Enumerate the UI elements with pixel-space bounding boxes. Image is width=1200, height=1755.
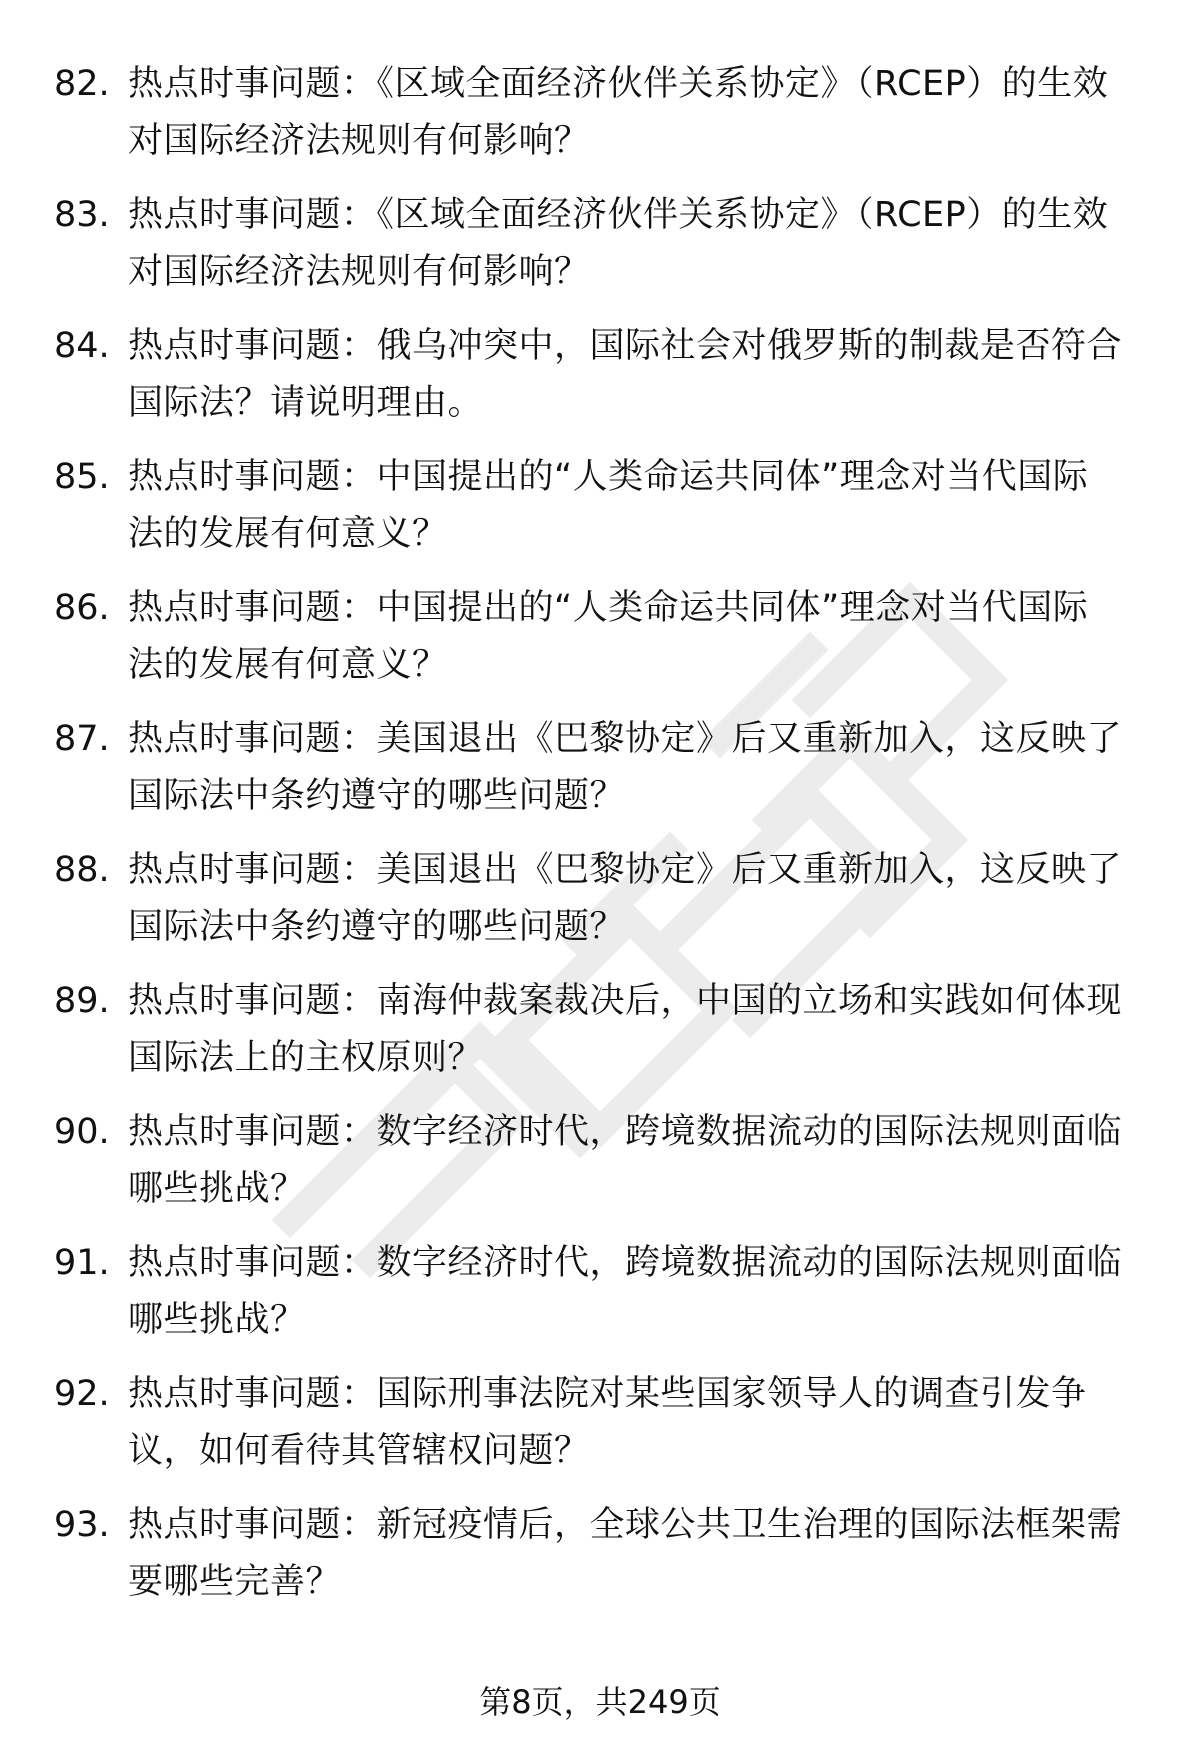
question-line: 热点时事问题：新冠疫情后，全球公共卫生治理的国际法框架需 [128,1505,1123,1545]
question-line: 热点时事问题：国际刑事法院对某些国家领导人的调查引发争 [128,1374,1087,1414]
question-line: 议，如何看待其管辖权问题？ [128,1431,590,1471]
question-line: 热点时事问题：中国提出的“人类命运共同体”理念对当代国际 [128,457,1089,497]
question-number: 82. [54,64,110,104]
question-line: 热点时事问题：南海仲裁案裁决后，中国的立场和实践如何体现 [128,981,1123,1021]
question-line: 热点时事问题：美国退出《巴黎协定》后又重新加入，这反映了 [128,850,1123,890]
question-line: 国际法上的主权原则？ [128,1038,484,1078]
question-text [128,711,1158,825]
question-line: 热点时事问题：《区域全面经济伙伴关系协定》（RCEP）的生效 [128,195,1109,235]
question-text [128,187,1158,301]
question-line: 热点时事问题：《区域全面经济伙伴关系协定》（RCEP）的生效 [128,64,1109,104]
question-list [0,56,1200,1628]
question-text [128,1366,1158,1480]
question-line: 法的发展有何意义？ [128,514,448,554]
question-item [0,711,1200,842]
question-item [0,842,1200,973]
question-item [0,56,1200,187]
question-number: 88. [54,850,110,890]
question-text [128,449,1158,563]
question-number: 87. [54,719,110,759]
question-line: 对国际经济法规则有何影响？ [128,252,590,292]
question-line: 国际法中条约遵守的哪些问题？ [128,907,626,947]
question-line: 要哪些完善？ [128,1562,342,1602]
page-footer [0,1680,1200,1724]
question-text [128,1497,1158,1611]
question-number: 86. [54,588,110,628]
question-item [0,1235,1200,1366]
question-text [128,1235,1158,1349]
question-line: 热点时事问题：美国退出《巴黎协定》后又重新加入，这反映了 [128,719,1123,759]
question-number: 90. [54,1112,110,1152]
question-text [128,318,1158,432]
question-item [0,973,1200,1104]
question-item [0,1366,1200,1497]
question-number: 93. [54,1505,110,1545]
question-line: 哪些挑战？ [128,1169,306,1209]
question-line: 国际法？请说明理由。 [128,383,484,423]
question-text [128,842,1158,956]
question-line: 热点时事问题：数字经济时代，跨境数据流动的国际法规则面临 [128,1112,1123,1152]
page-number-label: 第8页，共249页 [479,1683,721,1721]
question-item [0,1104,1200,1235]
question-line: 哪些挑战？ [128,1300,306,1340]
question-line: 热点时事问题：数字经济时代，跨境数据流动的国际法规则面临 [128,1243,1123,1283]
question-item [0,449,1200,580]
question-line: 对国际经济法规则有何影响？ [128,121,590,161]
question-number: 83. [54,195,110,235]
question-line: 国际法中条约遵守的哪些问题？ [128,776,626,816]
question-number: 91. [54,1243,110,1283]
question-number: 89. [54,981,110,1021]
question-line: 法的发展有何意义？ [128,645,448,685]
question-item [0,1497,1200,1628]
question-number: 85. [54,457,110,497]
question-item [0,187,1200,318]
question-text [128,56,1158,170]
question-number: 84. [54,326,110,366]
question-line: 热点时事问题：俄乌冲突中，国际社会对俄罗斯的制裁是否符合 [128,326,1123,366]
question-number: 92. [54,1374,110,1414]
question-line: 热点时事问题：中国提出的“人类命运共同体”理念对当代国际 [128,588,1089,628]
question-item [0,580,1200,711]
question-text [128,973,1158,1087]
question-text [128,580,1158,694]
question-item [0,318,1200,449]
question-text [128,1104,1158,1218]
